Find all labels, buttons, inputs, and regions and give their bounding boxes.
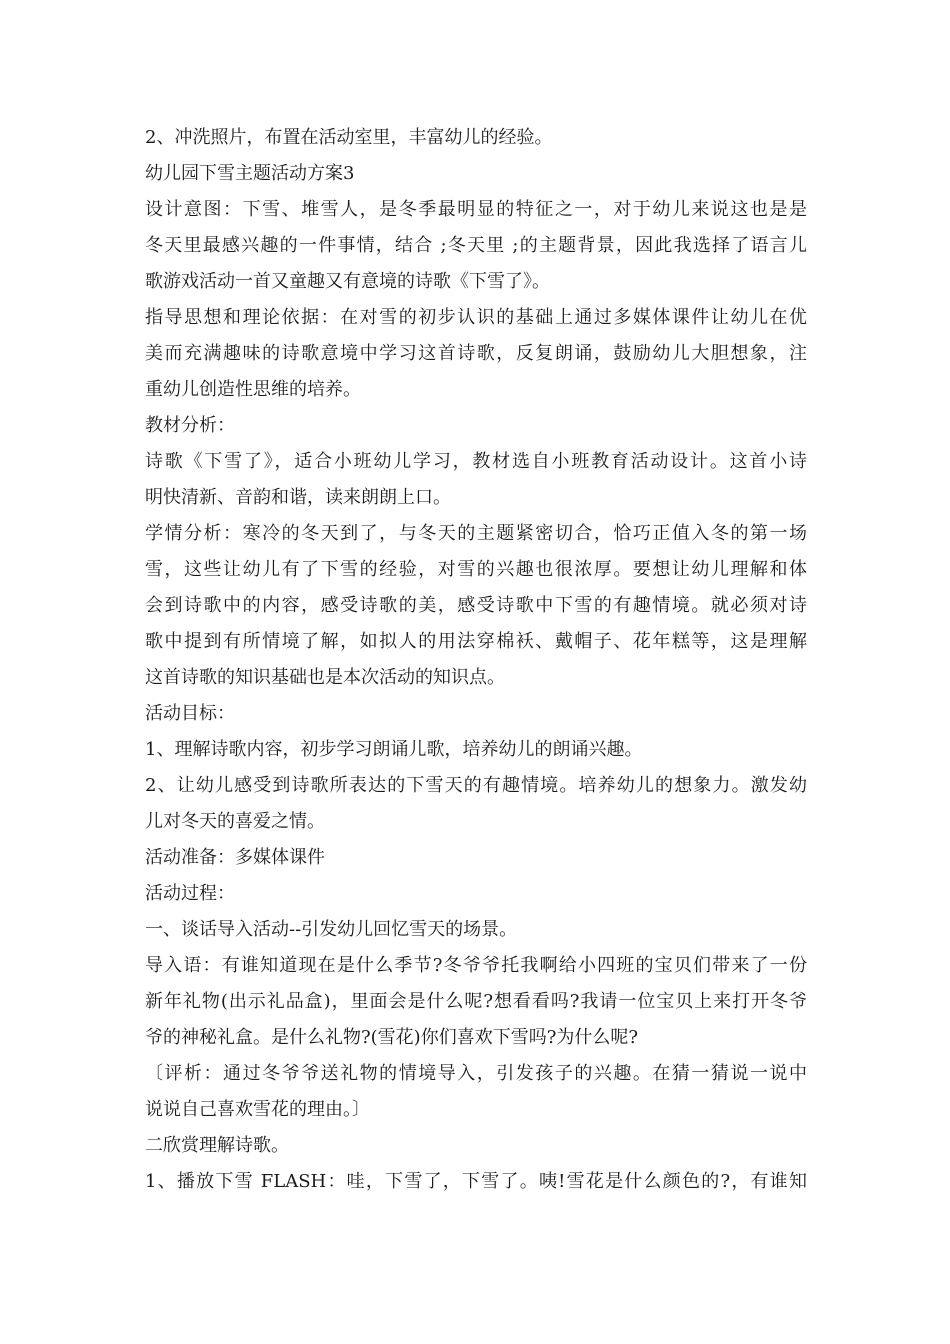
text-line-24: 导入语：有谁知道现在是什么季节?冬爷爷托我啊给小四班的宝贝们带来了一份 xyxy=(145,955,807,976)
text-line-11: 明快清新、音韵和谐，读来朗朗上口。 xyxy=(145,487,451,508)
section-heading: 幼儿园下雪主题活动方案3 xyxy=(145,163,355,184)
text-line-29: 二欣赏理解诗歌。 xyxy=(145,1135,289,1156)
text-line-19: 2、让幼儿感受到诗歌所表达的下雪天的有趣情境。培养幼儿的想象力。激发幼 xyxy=(145,775,807,796)
text-line-4: 冬天里最感兴趣的一件事情，结合 ;冬天里 ;的主题背景，因此我选择了语言儿 xyxy=(145,235,807,256)
text-line-25: 新年礼物(出示礼品盒)，里面会是什么呢?想看看吗?我请一位宝贝上来打开冬爷 xyxy=(145,991,807,1012)
text-line-13: 雪，这些让幼儿有了下雪的经验，对雪的兴趣也很浓厚。要想让幼儿理解和体 xyxy=(145,559,807,580)
text-line-18: 1、理解诗歌内容，初步学习朗诵儿歌，培养幼儿的朗诵兴趣。 xyxy=(145,739,643,760)
text-line-28: 说说自己喜欢雪花的理由。〕 xyxy=(145,1099,370,1120)
text-line-6: 指导思想和理论依据：在对雪的初步认识的基础上通过多媒体课件让幼儿在优 xyxy=(145,307,807,328)
text-line-10: 诗歌《下雪了》，适合小班幼儿学习，教材选自小班教育活动设计。这首小诗 xyxy=(145,451,807,472)
document-page xyxy=(145,120,807,1200)
text-line-16: 这首诗歌的知识基础也是本次活动的知识点。 xyxy=(145,667,505,688)
text-line-26: 爷的神秘礼盒。是什么礼物?(雪花)你们喜欢下雪吗?为什么呢? xyxy=(145,1027,638,1048)
text-line-1: 2、冲洗照片，布置在活动室里，丰富幼儿的经验。 xyxy=(145,127,553,148)
text-line-22: 活动过程： xyxy=(145,883,235,904)
text-line-15: 歌中提到有所情境了解，如拟人的用法穿棉袄、戴帽子、花年糕等，这是理解 xyxy=(145,631,807,652)
text-line-8: 重幼儿创造性思维的培养。 xyxy=(145,379,361,400)
text-line-7: 美而充满趣味的诗歌意境中学习这首诗歌，反复朗诵，鼓励幼儿大胆想象，注 xyxy=(145,343,807,364)
text-line-9: 教材分析： xyxy=(145,415,235,436)
text-line-17: 活动目标： xyxy=(145,703,235,724)
text-line-27: 〔评析：通过冬爷爷送礼物的情境导入，引发孩子的兴趣。在猜一猜说一说中 xyxy=(145,1063,807,1084)
text-line-14: 会到诗歌中的内容，感受诗歌的美，感受诗歌中下雪的有趣情境。就必须对诗 xyxy=(145,595,807,616)
text-line-30: 1、播放下雪 FLASH：哇，下雪了，下雪了。咦!雪花是什么颜色的?，有谁知 xyxy=(145,1171,807,1192)
text-line-5: 歌游戏活动一首又童趣又有意境的诗歌《下雪了》。 xyxy=(145,271,550,292)
text-line-12: 学情分析：寒冷的冬天到了，与冬天的主题紧密切合，恰巧正值入冬的第一场 xyxy=(145,523,807,544)
text-line-20: 儿对冬天的喜爱之情。 xyxy=(145,811,325,832)
text-line-3: 设计意图：下雪、堆雪人，是冬季最明显的特征之一，对于幼儿来说这也是是 xyxy=(145,199,807,220)
text-line-21: 活动准备：多媒体课件 xyxy=(145,847,325,868)
text-line-23: 一、谈话导入活动--引发幼儿回忆雪天的场景。 xyxy=(145,919,518,940)
